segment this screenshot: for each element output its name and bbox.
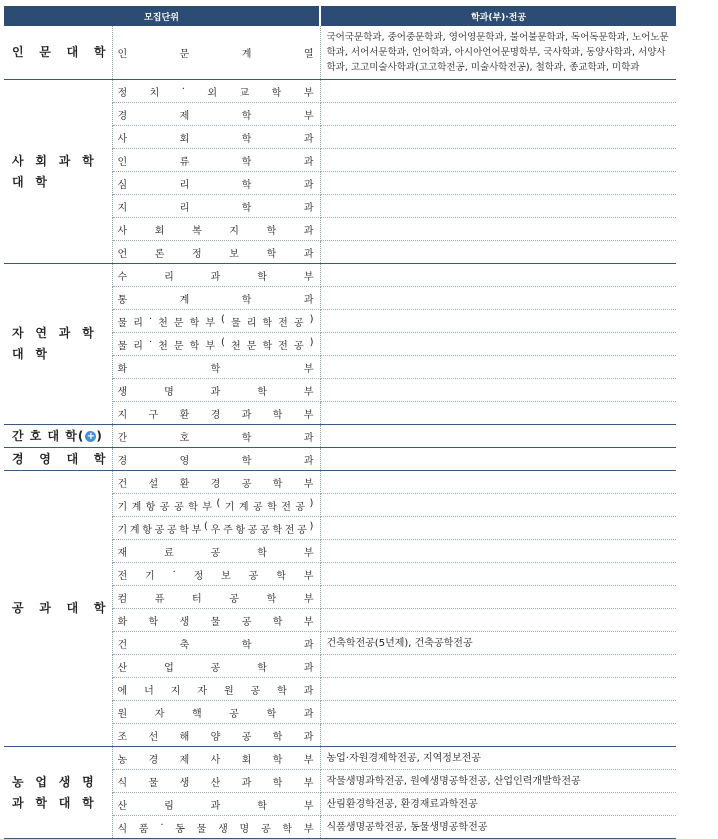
unit-cell xyxy=(112,632,320,655)
dept-cell xyxy=(320,724,676,747)
unit-label: 통 계 학 과 xyxy=(117,294,314,306)
unit-cell xyxy=(112,379,320,402)
unit-label: 재 료 공 학 부 xyxy=(117,547,314,559)
dept-cell xyxy=(320,678,676,701)
unit-label: 간 호 학 과 xyxy=(117,432,314,444)
dept-cell xyxy=(320,149,676,172)
unit-label: 화 학 부 xyxy=(117,363,314,375)
college-name: 간 호 대 학( +) xyxy=(4,425,112,448)
unit-cell xyxy=(112,471,320,494)
unit-cell xyxy=(112,563,320,586)
unit-cell xyxy=(112,172,320,195)
unit-cell xyxy=(112,816,320,839)
table-row xyxy=(4,747,676,770)
college-name: 경 영 대 학 xyxy=(4,448,112,471)
unit-cell xyxy=(112,241,320,264)
unit-label: 기 계 항 공 공 학 부 ( 우 주 항 공 공 학 전 공 ) xyxy=(117,520,314,536)
unit-label: 기 계 항 공 공 학 부 ( 기 계 공 학 전 공 ) xyxy=(117,497,314,513)
unit-label: 지 리 학 과 xyxy=(117,202,314,214)
unit-label: 건 축 학 과 xyxy=(117,639,314,651)
dept-cell xyxy=(320,356,676,379)
header-unit: 모집단위 xyxy=(4,6,320,26)
unit-label: 건 설 환 경 공 학 부 xyxy=(117,478,314,490)
unit-cell xyxy=(112,264,320,287)
dept-cell xyxy=(320,264,676,287)
unit-label: 산 업 공 학 과 xyxy=(117,662,314,674)
dept-cell xyxy=(320,103,676,126)
header-dept: 학과(부)·전공 xyxy=(320,6,676,26)
unit-cell xyxy=(112,609,320,632)
unit-cell xyxy=(112,701,320,724)
unit-label: 농 경 제 사 회 학 부 xyxy=(117,754,314,766)
unit-label: 사 회 복 지 학 과 xyxy=(117,225,314,237)
table-row xyxy=(4,26,676,80)
dept-cell: 식품생명공학전공, 동물생명공학전공 xyxy=(320,816,676,839)
table-row xyxy=(4,425,676,448)
unit-label: 원 자 핵 공 학 과 xyxy=(117,708,314,720)
unit-label: 물 리 · 천 문 학 부 ( 물 리 학 전 공 ) xyxy=(117,313,314,329)
unit-cell xyxy=(112,747,320,770)
dept-cell: 작물생명과학전공, 원예생명공학전공, 산업인력개발학전공 xyxy=(320,770,676,793)
dept-cell xyxy=(320,701,676,724)
unit-cell xyxy=(112,448,320,471)
unit-label: 정 치 · 외 교 학 부 xyxy=(117,83,314,99)
dept-cell xyxy=(320,540,676,563)
college-name: 사 회 과 학 대 학 xyxy=(4,80,112,264)
unit-cell xyxy=(112,770,320,793)
unit-label: 사 회 학 과 xyxy=(117,133,314,145)
unit-cell xyxy=(112,402,320,425)
dept-cell: 농업·자원경제학전공, 지역정보전공 xyxy=(320,747,676,770)
unit-label: 수 리 과 학 부 xyxy=(117,271,314,283)
table-row xyxy=(4,471,676,494)
unit-cell xyxy=(112,517,320,540)
unit-label: 물 리 · 천 문 학 부 ( 천 문 학 전 공 ) xyxy=(117,336,314,352)
unit-label: 경 제 학 부 xyxy=(117,110,314,122)
unit-cell xyxy=(112,287,320,310)
dept-cell xyxy=(320,172,676,195)
unit-label: 지 구 환 경 과 학 부 xyxy=(117,409,314,421)
dept-cell xyxy=(320,494,676,517)
dept-cell xyxy=(320,126,676,149)
dept-cell xyxy=(320,471,676,494)
unit-label: 생 명 과 학 부 xyxy=(117,386,314,398)
plus-circle-icon: + xyxy=(86,430,96,442)
table-body xyxy=(4,26,676,839)
unit-cell xyxy=(112,26,320,80)
unit-label: 화 학 생 물 공 학 부 xyxy=(117,616,314,628)
dept-cell xyxy=(320,563,676,586)
unit-cell xyxy=(112,218,320,241)
unit-cell xyxy=(112,724,320,747)
dept-cell xyxy=(320,402,676,425)
unit-label: 식 물 생 산 과 학 부 xyxy=(117,777,314,789)
dept-cell xyxy=(320,287,676,310)
unit-label: 언 론 정 보 학 과 xyxy=(117,248,314,260)
unit-cell xyxy=(112,793,320,816)
dept-cell xyxy=(320,609,676,632)
unit-cell xyxy=(112,80,320,103)
dept-cell: 건축학전공(5년제), 건축공학전공 xyxy=(320,632,676,655)
unit-label: 심 리 학 과 xyxy=(117,179,314,191)
dept-cell: 국어국문학과, 중어중문학과, 영어영문학과, 불어불문학과, 독어독문학과, 노어노문학과, 서어서문학과, 언어학과, 아시아언어문명학부, 국사학과, 동양사학과, 서양사학과, 고고미술사학과(고고학전공, 미술사학전공), 철학과, 종교학과, 미학과 xyxy=(320,26,676,80)
unit-label: 인 문 계 열 xyxy=(117,49,314,60)
dept-cell xyxy=(320,310,676,333)
unit-cell xyxy=(112,425,320,448)
college-name: 자 연 과 학 대 학 xyxy=(4,264,112,425)
college-name: 인 문 대 학 xyxy=(4,26,112,80)
unit-label: 경 영 학 과 xyxy=(117,455,314,467)
unit-cell xyxy=(112,195,320,218)
table-row xyxy=(4,80,676,103)
unit-cell xyxy=(112,310,320,333)
unit-cell xyxy=(112,149,320,172)
dept-cell xyxy=(320,379,676,402)
dept-cell xyxy=(320,241,676,264)
dept-cell xyxy=(320,195,676,218)
unit-cell xyxy=(112,678,320,701)
table-header xyxy=(4,6,676,26)
dept-cell xyxy=(320,333,676,356)
dept-cell xyxy=(320,425,676,448)
unit-label: 산 림 과 학 부 xyxy=(117,800,314,812)
unit-cell xyxy=(112,655,320,678)
dept-cell xyxy=(320,517,676,540)
dept-cell xyxy=(320,80,676,103)
unit-cell xyxy=(112,103,320,126)
unit-label: 컴 퓨 터 공 학 부 xyxy=(117,593,314,605)
dept-cell xyxy=(320,218,676,241)
unit-label: 에 너 지 자 원 공 학 과 xyxy=(117,685,314,697)
dept-cell xyxy=(320,655,676,678)
unit-label: 조 선 해 양 공 학 과 xyxy=(117,731,314,743)
college-name: 농 업 생 명 과 학 대 학 xyxy=(4,747,112,839)
dept-cell xyxy=(320,448,676,471)
unit-label: 전 기 · 정 보 공 학 부 xyxy=(117,566,314,582)
unit-cell xyxy=(112,540,320,563)
table-row xyxy=(4,264,676,287)
unit-label: 식 품 · 동 물 생 명 공 학 부 xyxy=(117,819,314,835)
admission-table xyxy=(4,6,676,839)
unit-cell xyxy=(112,356,320,379)
unit-cell xyxy=(112,333,320,356)
unit-label: 인 류 학 과 xyxy=(117,156,314,168)
unit-cell xyxy=(112,586,320,609)
college-name: 공 과 대 학 xyxy=(4,471,112,747)
dept-cell xyxy=(320,586,676,609)
unit-cell xyxy=(112,126,320,149)
unit-cell xyxy=(112,494,320,517)
dept-cell: 산림환경학전공, 환경재료과학전공 xyxy=(320,793,676,816)
table-row xyxy=(4,448,676,471)
